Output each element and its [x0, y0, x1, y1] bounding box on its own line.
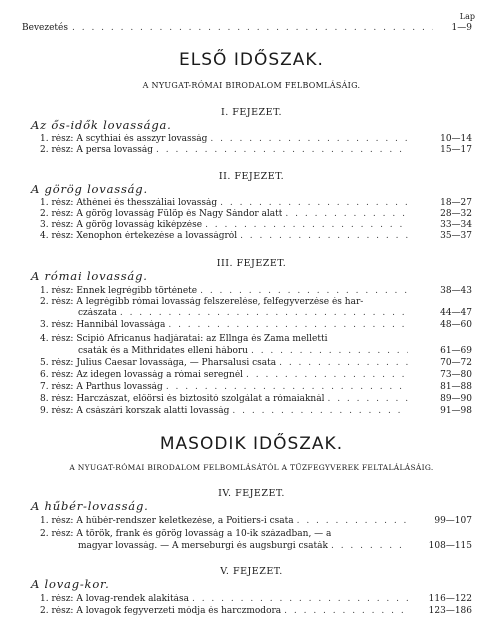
chapter-heading: V. FEJEZET. — [220, 566, 283, 577]
leader-dots — [279, 358, 408, 369]
toc-entry[interactable] — [0, 198, 503, 209]
page-range: 123—186 — [428, 606, 472, 616]
leader-dots — [251, 346, 408, 357]
toc-entry[interactable] — [0, 406, 503, 417]
page-range: 18—27 — [440, 198, 472, 208]
period-title: MASODIK IDŐSZAK. — [159, 434, 344, 454]
entry-label-continuation: csaták és a Mithridates elleni háboru — [78, 346, 248, 356]
entry-label-continuation: czászata — [78, 308, 117, 318]
leader-dots — [327, 394, 408, 405]
entry-label: 3. rész: A görög lovasság kiképzése — [40, 220, 203, 230]
toc-entry[interactable] — [0, 516, 503, 527]
entry-label: 1. rész: A scythiai és asszyr lovasság — [40, 134, 208, 144]
leader-dots — [210, 134, 408, 145]
leader-dots — [284, 606, 408, 617]
toc-entry[interactable] — [0, 209, 503, 220]
toc-entry[interactable] — [0, 394, 503, 405]
page-range: 89—90 — [440, 394, 472, 404]
page-range: 35—37 — [440, 231, 472, 241]
toc-entry[interactable] — [0, 134, 503, 145]
toc-entry[interactable] — [0, 320, 503, 331]
toc-entry-continuation[interactable] — [0, 308, 503, 319]
entry-label: 4. rész: Scipió Africanus hadjáratai: az Ellnga és Zama melletti — [40, 334, 328, 344]
page-column-label: Lap — [459, 12, 475, 21]
entry-label: 1. rész: A lovag-rendek alakitása — [40, 594, 189, 604]
entry-label: 6. rész: Az idegen lovasság a római seregnél — [40, 370, 244, 380]
entry-label: 2. rész: A lovagok fegyverzeti módja és harczmodora — [40, 606, 282, 616]
leader-dots — [240, 231, 408, 242]
chapter-heading: II. FEJEZET. — [218, 171, 285, 182]
section-title: A görög lovasság. — [31, 182, 148, 196]
period-title: ELSŐ IDŐSZAK. — [179, 50, 324, 70]
leader-dots — [168, 320, 408, 331]
page-range: 81—88 — [440, 382, 472, 392]
leader-dots — [200, 286, 408, 297]
leader-dots — [331, 541, 408, 552]
entry-label: 2. rész: A legrégibb római lovasság felszerelése, felfegyverzése és har- — [40, 297, 364, 307]
toc-entry[interactable] — [0, 334, 503, 345]
toc-entry[interactable] — [0, 145, 503, 156]
page-range: 28—32 — [440, 209, 472, 219]
toc-entry[interactable] — [0, 370, 503, 381]
leader-dots — [246, 370, 408, 381]
entry-label: 3. rész: Hannibál lovassága — [40, 320, 166, 330]
entry-label: 9. rész: A császári korszak alatti lovasság — [40, 406, 230, 416]
entry-label: 1. rész: Athénei és thesszáliai lovasság — [40, 198, 218, 208]
entry-label: 2. rész: A görög lovasság Fülöp és Nagy Sándor alatt — [40, 209, 283, 219]
chapter-heading: I. FEJEZET. — [220, 107, 283, 118]
toc-entry-continuation[interactable] — [0, 541, 503, 552]
leader-dots — [232, 406, 408, 417]
page-range: 73—80 — [440, 370, 472, 380]
chapter-heading: IV. FEJEZET. — [218, 488, 285, 499]
toc-entry[interactable] — [0, 594, 503, 605]
section-title: A hűbér-lovasság. — [31, 499, 149, 513]
entry-label: 2. rész: A persa lovasság — [40, 145, 154, 155]
toc-entry-introduction[interactable]: Bevezetés — [22, 23, 68, 33]
toc-entry[interactable] — [0, 220, 503, 231]
page-range: 48—60 — [440, 320, 472, 330]
leader-dots — [192, 594, 408, 605]
entry-label: 4. rész: Xenophon értekezése a lovasságról — [40, 231, 238, 241]
toc-entry[interactable] — [0, 297, 503, 308]
chapter-heading: III. FEJEZET. — [216, 258, 287, 269]
page-range: 91—98 — [440, 406, 472, 416]
toc-entry[interactable] — [0, 286, 503, 297]
leader-dots — [156, 145, 408, 156]
leader-dots — [205, 220, 408, 231]
page-range: 33—34 — [440, 220, 472, 230]
entry-label: 2. rész: A török, frank és görög lovasság a 10-ik században, — a — [40, 529, 332, 539]
entry-label: 5. rész: Julius Caesar lovassága, — Pharsalusi csata — [40, 358, 277, 368]
page-range: 108—115 — [428, 541, 472, 551]
toc-entry[interactable] — [0, 358, 503, 369]
entry-label-continuation: magyar lovasság. — A merseburgi és augsburgi csaták — [78, 541, 328, 551]
period-subtitle: A NYUGAT-RÓMAI BIRODALOM FELBOMLÁSÁTÓL A TŰZFEGYVEREK FELTALÁLÁSÁIG. — [69, 463, 434, 472]
entry-label: 8. rész: Harczászat, előörsi és biztositó szolgálat a rómaiaknál — [40, 394, 325, 404]
leader-dots — [72, 23, 433, 33]
entry-label: 1. rész: A hűbér-rendszer keletkezése, a Poitiers-i csata — [40, 516, 294, 526]
section-title: A római lovasság. — [31, 269, 148, 283]
page-range: 10—14 — [440, 134, 472, 144]
leader-dots — [166, 382, 408, 393]
page-range: 116—122 — [428, 594, 472, 604]
toc-entry[interactable] — [0, 606, 503, 617]
period-subtitle: A NYUGAT-RÓMAI BIRODALOM FELBOMLÁSÁIG. — [142, 81, 361, 90]
page-range: 70—72 — [440, 358, 472, 368]
page-range: 1—9 — [451, 23, 472, 33]
leader-dots — [297, 516, 408, 527]
entry-label: 1. rész: Ennek legrégibb története — [40, 286, 198, 296]
section-title: Az ős-idők lovassága. — [31, 118, 172, 132]
toc-entry[interactable] — [0, 231, 503, 242]
page-range: 99—107 — [434, 516, 472, 526]
leader-dots — [120, 308, 408, 319]
leader-dots — [285, 209, 408, 220]
page-range: 15—17 — [440, 145, 472, 155]
page-range: 38—43 — [440, 286, 472, 296]
page-range: 61—69 — [440, 346, 472, 356]
toc-entry-continuation[interactable] — [0, 346, 503, 357]
entry-label: 7. rész: A Parthus lovasság — [40, 382, 163, 392]
leader-dots — [220, 198, 408, 209]
toc-entry[interactable] — [0, 529, 503, 540]
page-range: 44—47 — [440, 308, 472, 318]
section-title: A lovag-kor. — [31, 577, 110, 591]
toc-entry[interactable] — [0, 382, 503, 393]
